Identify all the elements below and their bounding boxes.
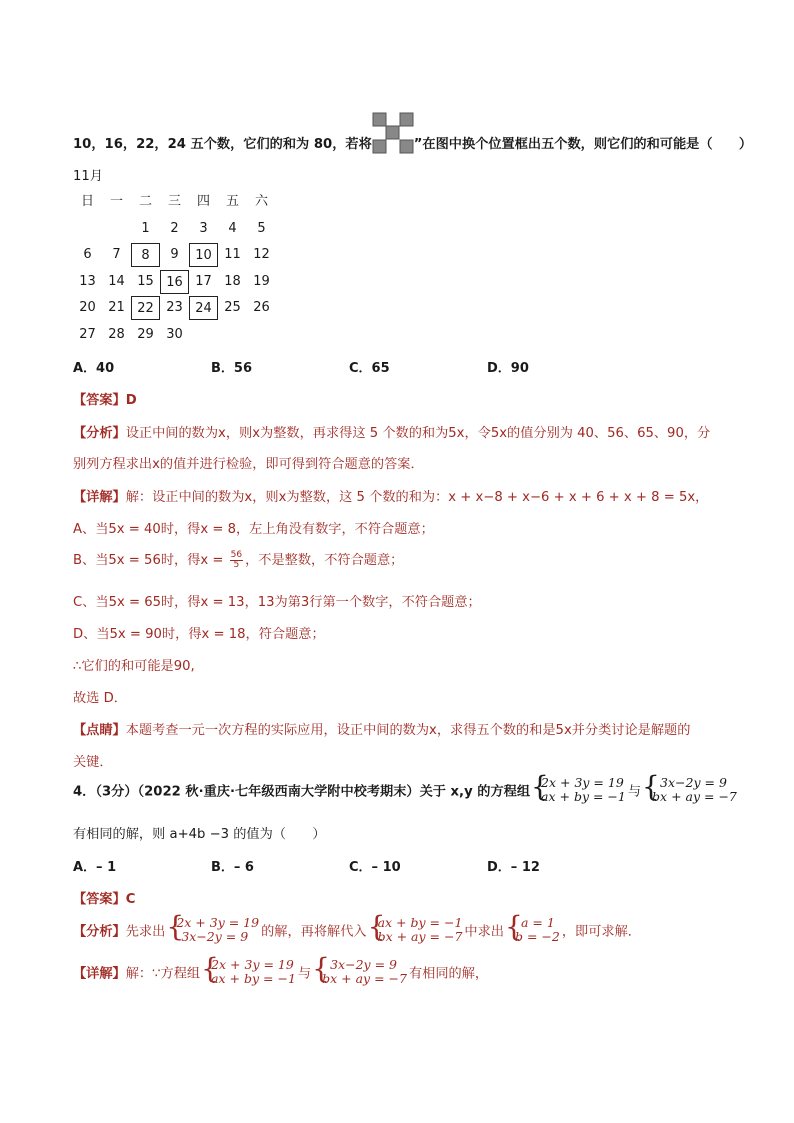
q3-point-line-1: [73, 719, 690, 738]
q3-detail-b: [73, 549, 403, 570]
calendar-weekday: 三: [167, 194, 181, 209]
cross-shape-icon: [372, 112, 414, 154]
q4-analysis-pre: 先求出: [125, 924, 166, 940]
q4-line-2: 有相同的解，则 a+4b −3 的值为（ ）: [73, 827, 326, 842]
calendar-day: 5: [257, 220, 266, 236]
calendar-day: 2: [170, 220, 179, 236]
calendar-day: 18: [224, 273, 241, 289]
calendar-day: 13: [79, 273, 96, 289]
q4-detail: [73, 958, 488, 986]
calendar-day: 27: [79, 326, 96, 342]
calendar-weekday: 四: [196, 194, 210, 209]
q4-answer: [73, 888, 135, 907]
q3-stem-text-b: ”在图中换个位置框出五个数，则它们的和可能是（ ）: [413, 137, 753, 152]
q4-analysis-post: ，即可求解．: [561, 924, 641, 940]
q3-analysis-text-1: 设正中间的数为x，则x为整数，再求得这 5 个数的和为5x，令5x的值分别为 40、56、65、90，分: [125, 426, 711, 441]
q4-detail-system-2: { 3x−2y = 9 bx + ay = −7: [313, 958, 407, 986]
calendar-day: 30: [166, 326, 183, 342]
calendar-month: 11月: [73, 169, 103, 184]
calendar-day: 19: [253, 273, 270, 289]
q3-detail-label: 【详解】: [73, 490, 126, 505]
q3-detail-text-1: 解：设正中间的数为x，则x为整数，这 5 个数的和为：x + x−8 + x−6 + x + 6 + x + 8 = 5x，: [125, 490, 709, 505]
calendar-day: 12: [253, 247, 270, 262]
calendar-day: 21: [108, 300, 125, 315]
q3-detail-c: C、当5x = 65时，得x = 13，13为第3行第一个数字，不符合题意；: [73, 595, 481, 610]
q3-stem: [73, 133, 752, 154]
q3-answer-label: 【答案】: [73, 393, 126, 408]
q4-prefix: 4．（3分）（2022 秋·重庆·七年级西南大学附中校考期末）关于 x,y 的方程组: [73, 784, 531, 800]
q4-detail-system-1: { 2x + 3y = 19 ax + by = −1: [202, 958, 296, 986]
calendar-weekday: 五: [225, 194, 239, 209]
q3-conclusion: ∴它们的和可能是90,: [73, 659, 195, 674]
calendar-weekday: 二: [138, 194, 152, 209]
q3-stem-text-a: 10，16，22，24 五个数，它们的和为 80，若将: [73, 137, 372, 152]
q3-detail-a: A、当5x = 40时，得x = 8，左上角没有数字，不符合题意；: [73, 522, 434, 537]
calendar-day: 26: [253, 300, 270, 315]
q4-system-2: { 3x−2y = 9 bx + ay = −7: [643, 776, 737, 804]
q3-detail-b-pre: B、当5x = 56时，得x =: [73, 553, 228, 568]
q4-option-b: B．– 6: [211, 860, 254, 875]
q4-detail-label: 【详解】: [73, 966, 126, 982]
q4-detail-post: 有相同的解，: [408, 966, 489, 982]
q3-detail-d: D、当5x = 90时，得x = 18，符合题意；: [73, 627, 325, 642]
q4-analysis-mid2: 中求出: [464, 924, 504, 940]
calendar-day: 4: [228, 220, 237, 236]
q3-analysis-line-1: [73, 422, 710, 441]
calendar-day: 9: [170, 247, 179, 262]
calendar-weekday: 一: [109, 194, 123, 209]
q3-option-d: D．90: [487, 361, 529, 376]
q4-analysis-label: 【分析】: [73, 924, 126, 940]
calendar-day-boxed: 22: [131, 296, 160, 320]
calendar-day: 3: [199, 220, 208, 236]
q3-detail-b-post: ，不是整数，不符合题意；: [245, 553, 404, 568]
calendar-day: 6: [83, 247, 92, 262]
q3-option-a: A．40: [73, 361, 115, 376]
q4-with: 与: [627, 784, 642, 800]
q4-detail-with: 与: [297, 966, 312, 982]
calendar-day-boxed: 10: [189, 243, 218, 267]
calendar-day: 7: [112, 247, 121, 262]
q4-detail-pre: 解：∵方程组: [125, 966, 201, 982]
q3-detail-line-1: [73, 486, 708, 505]
calendar-day: 17: [195, 273, 212, 289]
calendar-day: 28: [108, 326, 125, 342]
q3-analysis-label: 【分析】: [73, 426, 126, 441]
q4-answer-value: C: [125, 892, 136, 907]
calendar-weekday: 六: [254, 194, 268, 209]
q4-analysis-mid: 的解，再将解代入: [261, 924, 367, 940]
q4-system-1: { 2x + 3y = 19 ax + by = −1: [532, 776, 626, 804]
q3-point-line-2: 关键．: [73, 755, 113, 770]
q4-analysis: [73, 916, 641, 944]
calendar-weekday: 日: [80, 194, 94, 209]
q3-answer-value: D: [125, 393, 137, 408]
calendar-day: 11: [224, 247, 241, 262]
q4-option-c: C．– 10: [349, 860, 401, 875]
calendar-day: 29: [137, 326, 154, 342]
calendar-day: 23: [166, 300, 183, 315]
q4-analysis-system-2: { ax + by = −1 bx + ay = −7: [369, 916, 463, 944]
q4-option-d: D．– 12: [487, 860, 540, 875]
q4-stem: [73, 776, 739, 804]
calendar-day: 15: [137, 273, 154, 289]
calendar-day: 1: [141, 220, 150, 236]
q3-point-text-1: 本题考查一元一次方程的实际应用，设正中间的数为x，求得五个数的和是5x并分类讨论是解题的: [125, 723, 691, 738]
q3-option-c: C．65: [349, 361, 390, 376]
q4-option-a: A．– 1: [73, 860, 117, 875]
q3-analysis-line-2: 别列方程求出x的值并进行检验，即可得到符合题意的答案．: [73, 457, 424, 472]
fraction-56-5: $\frac{56}{5}$: [230, 549, 243, 570]
q4-answer-label: 【答案】: [73, 892, 126, 907]
q3-answer: [73, 389, 137, 408]
calendar-day-boxed: 24: [189, 296, 218, 320]
q4-analysis-system-1: { 2x + 3y = 19 3x−2y = 9: [167, 916, 259, 944]
calendar-day-boxed: 8: [131, 243, 160, 267]
calendar-day-boxed: 16: [160, 270, 189, 294]
q3-choose: 故选 D．: [73, 691, 127, 706]
calendar-day: 14: [108, 273, 125, 289]
q4-analysis-system-3: { a = 1 b = −2: [506, 916, 560, 944]
q3-point-label: 【点睛】: [73, 723, 126, 738]
q3-option-b: B．56: [211, 361, 252, 376]
calendar-day: 25: [224, 300, 241, 315]
calendar-day: 20: [79, 300, 96, 315]
